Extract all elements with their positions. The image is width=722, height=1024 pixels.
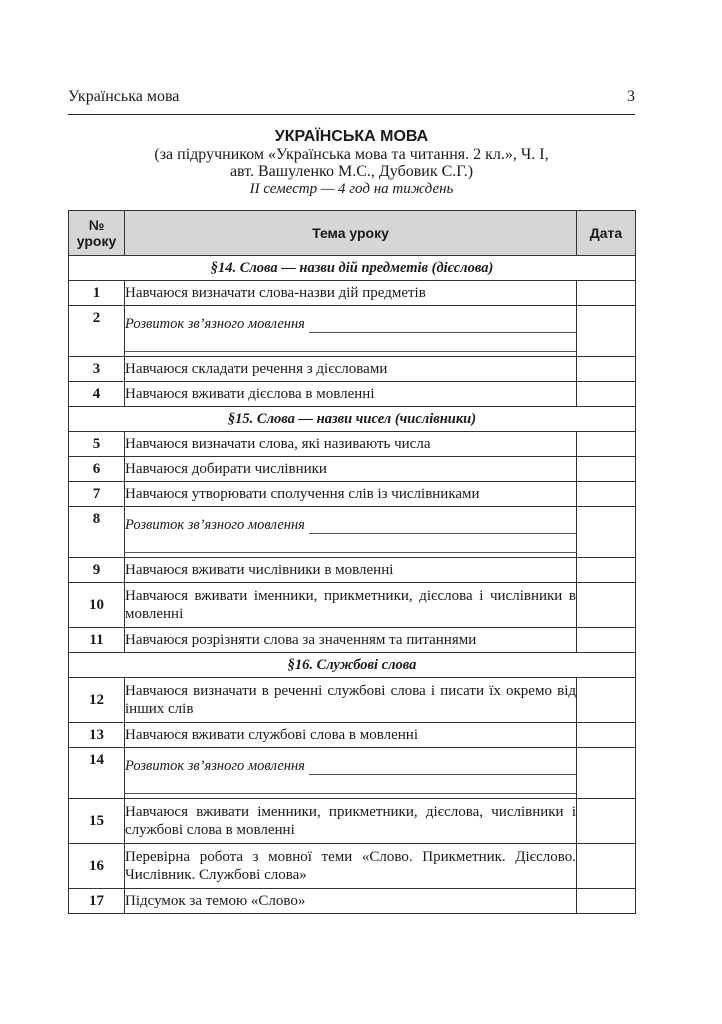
date-cell [577,889,636,914]
lesson-number: 16 [69,844,125,889]
date-cell [577,432,636,457]
fill-line [309,320,576,333]
lesson-topic: Навчаюся утворювати сполучення слів із числівниками [125,482,577,507]
lesson-topic-writein [125,507,577,558]
lesson-topic: Навчаюся визначати в реченні службові слова і писати їх окремо від інших слів [125,678,577,723]
speech-development-label: Розвиток зв’язного мовлення [125,315,305,332]
table-row [69,357,636,382]
section-row [69,653,636,678]
fill-line [309,521,576,534]
lesson-plan-table [68,210,636,914]
lesson-topic: Навчаюся складати речення з дієсловами [125,357,577,382]
table-row [69,678,636,723]
lesson-topic-writein [125,748,577,799]
semester-note: ІІ семестр — 4 год на тиждень [249,181,454,197]
textbook-authors: авт. Вашуленко М.С., Дубовик С.Г.) [229,163,474,180]
lesson-number: 8 [69,507,125,558]
lesson-number: 11 [69,628,125,653]
lesson-topic: Навчаюся вживати службові слова в мовленні [125,723,577,748]
date-cell [577,357,636,382]
table-row [69,507,636,558]
lesson-topic: Підсумок за темою «Слово» [125,889,577,914]
column-header-number: № уроку [69,211,125,256]
table-row [69,889,636,914]
lesson-number: 14 [69,748,125,799]
lesson-number: 3 [69,357,125,382]
table-row [69,382,636,407]
table-row [69,482,636,507]
lesson-number: 15 [69,799,125,844]
lesson-number: 9 [69,558,125,583]
lesson-topic: Навчаюся визначати слова, які називають числа [125,432,577,457]
lesson-number: 10 [69,583,125,628]
column-header-date: Дата [577,211,636,256]
section-row [69,256,636,281]
date-cell [577,306,636,357]
lesson-topic: Навчаюся визначати слова-назви дій предметів [125,281,577,306]
running-head [68,88,635,115]
lesson-topic: Навчаюся добирати числівники [125,457,577,482]
date-cell [577,799,636,844]
lesson-number: 13 [69,723,125,748]
fill-line [125,333,576,352]
table-row [69,799,636,844]
section-title: §15. Слова — назви чисел (числівники) [69,407,636,432]
date-cell [577,482,636,507]
date-cell [577,382,636,407]
running-head-subject: Українська мова [68,88,180,105]
table-row [69,558,636,583]
lesson-topic-writein [125,306,577,357]
date-cell [577,748,636,799]
lesson-number: 5 [69,432,125,457]
lesson-topic: Навчаюся розрізняти слова за значенням та питаннями [125,628,577,653]
date-cell [577,457,636,482]
date-cell [577,628,636,653]
lesson-number: 2 [69,306,125,357]
date-cell [577,844,636,889]
table-row [69,844,636,889]
section-title: §14. Слова — назви дій предметів (дієслова) [69,256,636,281]
table-row [69,432,636,457]
page-title: УКРАЇНСЬКА МОВА [274,128,429,145]
textbook-reference: (за підручником «Українська мова та читання. 2 кл.», Ч. І, [154,146,549,163]
lesson-topic: Навчаюся вживати іменники, прикметники, дієслова, числівники і службові слова в мовленні [125,799,577,844]
table-row [69,723,636,748]
section-row [69,407,636,432]
lesson-topic: Навчаюся вживати числівники в мовленні [125,558,577,583]
lesson-topic: Навчаюся вживати дієслова в мовленні [125,382,577,407]
lesson-number: 4 [69,382,125,407]
date-cell [577,678,636,723]
date-cell [577,281,636,306]
speech-development-label: Розвиток зв’язного мовлення [125,516,305,533]
date-cell [577,723,636,748]
lesson-number: 1 [69,281,125,306]
lesson-number: 7 [69,482,125,507]
fill-line [125,534,576,553]
lesson-number: 17 [69,889,125,914]
page-number: 3 [627,88,635,105]
table-row [69,457,636,482]
table-row [69,748,636,799]
speech-development-label: Розвиток зв’язного мовлення [125,757,305,774]
lesson-topic: Перевірна робота з мовної теми «Слово. Прикметник. Дієслово. Числівник. Службові слова» [125,844,577,889]
fill-line [309,762,576,775]
date-cell [577,583,636,628]
lesson-topic: Навчаюся вживати іменники, прикметники, дієслова і числівники в мовленні [125,583,577,628]
date-cell [577,558,636,583]
table-row [69,281,636,306]
lesson-number: 6 [69,457,125,482]
fill-line [125,775,576,794]
lesson-number: 12 [69,678,125,723]
title-block [68,128,635,198]
column-header-topic: Тема уроку [125,211,577,256]
section-title: §16. Службові слова [69,653,636,678]
table-row [69,628,636,653]
date-cell [577,507,636,558]
table-row [69,583,636,628]
table-row [69,306,636,357]
